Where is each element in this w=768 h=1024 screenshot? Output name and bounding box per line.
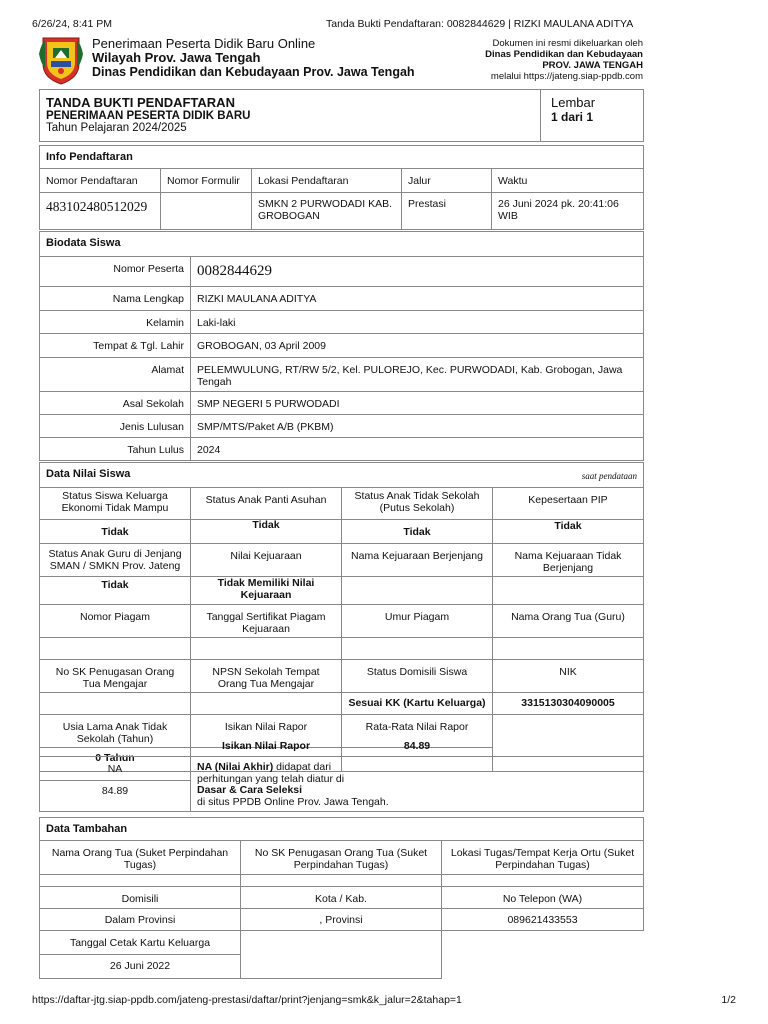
tambahan-value [241,875,442,887]
nilai-value [40,693,191,715]
nilai-label: No SK Penugasan Orang Tua Mengajar [40,660,191,693]
na-desc-link: Dasar & Cara Seleksi [197,784,303,796]
tambahan-value [442,875,644,887]
info-section-title: Info Pendaftaran [40,146,644,169]
title-table [39,89,644,142]
info-header-waktu: Waktu [492,169,644,193]
tambahan-label: Tanggal Cetak Kartu Keluarga [40,931,241,955]
sheet-value: 1 dari 1 [551,110,594,124]
nilai-label: Status Anak Panti Asuhan [191,488,342,520]
tambahan-value-tanggal-kk: 26 Juni 2022 [40,955,241,979]
nilai-value [493,638,644,660]
biodata-label: Tempat & Tgl. Lahir [40,334,191,358]
nilai-table [39,462,644,772]
biodata-value-asal-sekolah: SMP NEGERI 5 PURWODADI [191,392,644,415]
nilai-value-domisili: Sesuai KK (Kartu Keluarga) [342,693,493,715]
official-line2: Dinas Pendidikan dan Kebudayaan [485,49,643,60]
nilai-value: Tidak [40,520,191,544]
biodata-label: Alamat [40,358,191,392]
biodata-value-kelamin: Laki-laki [191,311,644,334]
nilai-value [191,693,342,715]
tambahan-label: Nama Orang Tua (Suket Perpindahan Tugas) [40,841,241,875]
nilai-section-title: Data Nilai Siswa [46,468,131,480]
nilai-label: Rata-Rata Nilai Rapor [342,715,493,748]
biodata-label: Nama Lengkap [40,287,191,311]
biodata-value-nama: RIZKI MAULANA ADITYA [191,287,644,311]
header-line3: Dinas Pendidikan dan Kebudayaan Prov. Jawa Tengah [92,65,415,79]
nilai-value-rata-rata: 84.89 [342,738,493,762]
biodata-value-nomor-peserta: 0082844629 [191,257,644,287]
doc-title: TANDA BUKTI PENDAFTARAN [46,95,235,110]
nilai-label: Usia Lama Anak Tidak Sekolah (Tahun) [40,715,191,748]
info-value-nomor-pendaftaran: 483102480512029 [40,193,161,230]
nilai-label: Nilai Kejuaraan [191,544,342,577]
nilai-value [191,638,342,660]
tambahan-value-kota: , Provinsi [241,909,442,931]
nilai-value [493,577,644,605]
nilai-label: Status Siswa Keluarga Ekonomi Tidak Mampu [40,488,191,520]
na-desc-bold: NA (Nilai Akhir) [197,761,274,773]
nilai-label: Nama Orang Tua (Guru) [493,605,644,638]
nilai-label: Umur Piagam [342,605,493,638]
biodata-value-jenis-lulusan: SMP/MTS/Paket A/B (PKBM) [191,415,644,438]
header-line2: Wilayah Prov. Jawa Tengah [92,50,261,65]
official-note [485,38,643,82]
nilai-value: Tidak [493,514,644,538]
print-page-number: 1/2 [721,994,736,1006]
print-date: 6/26/24, 8:41 PM [32,18,112,30]
print-page-title: Tanda Bukti Pendaftaran: 0082844629 | RIZKI MAULANA ADITYA [326,18,634,30]
na-table [39,756,644,812]
nilai-label: Status Domisili Siswa [342,660,493,693]
sheet-label: Lembar [551,95,596,110]
nilai-value: Tidak [40,577,191,605]
nilai-label: NIK [493,660,644,693]
na-label: NA [40,757,191,781]
biodata-table [39,231,644,461]
nilai-value: Tidak [191,514,342,538]
official-line1: Dokumen ini resmi dikeluarkan oleh [492,38,643,49]
biodata-label: Tahun Lulus [40,438,191,461]
nilai-label: Kepesertaan PIP [493,488,644,520]
nilai-label: Status Anak Guru di Jenjang SMAN / SMKN Prov. Jateng [40,544,191,577]
tambahan-value [40,875,241,887]
nilai-value: Tidak Memiliki Nilai Kejuaraan [191,577,342,605]
info-header-lokasi: Lokasi Pendaftaran [252,169,402,193]
biodata-value-alamat: PELEMWULUNG, RT/RW 5/2, Kel. PULOREJO, Kec. PURWODADI, Kab. Grobogan, Jawa Tengah [191,358,644,392]
doc-year: Tahun Pelajaran 2024/2025 [46,122,187,134]
nilai-value-isikan-rapor: Isikan Nilai Rapor [191,738,342,762]
info-header-nomor-formulir: Nomor Formulir [161,169,252,193]
biodata-label: Nomor Peserta [40,257,191,287]
na-description: NA (Nilai Akhir) didapat dari perhitungan yang telah diatur di Dasar & Cara Seleksi di situs PPDB Online Prov. Jawa Tengah. [191,757,644,812]
info-value-lokasi: SMKN 2 PURWODADI KAB. GROBOGAN [252,193,402,230]
print-url: https://daftar-jtg.siap-ppdb.com/jateng-prestasi/daftar/print?jenjang=smk&k_jalur=2&tahap=1 [32,994,462,1006]
nilai-label: Tanggal Sertifikat Piagam Kejuaraan [191,605,342,638]
nilai-label: NPSN Sekolah Tempat Orang Tua Mengajar [191,660,342,693]
tambahan-label: Lokasi Tugas/Tempat Kerja Ortu (Suket Perpindahan Tugas) [442,841,644,875]
jawa-tengah-emblem-icon [39,34,83,86]
biodata-label: Kelamin [40,311,191,334]
na-value: 84.89 [40,781,191,812]
biodata-value-ttl: GROBOGAN, 03 April 2009 [191,334,644,358]
tambahan-table [39,817,644,979]
nilai-value-usia-tidak-sekolah: 0 Tahun [40,748,191,772]
nilai-label: Isikan Nilai Rapor [191,715,342,748]
nilai-note: saat pendataan [581,471,637,481]
nilai-value [342,638,493,660]
tambahan-label: Kota / Kab. [241,887,442,909]
biodata-label: Asal Sekolah [40,392,191,415]
nilai-label: Status Anak Tidak Sekolah (Putus Sekolah) [342,488,493,520]
organization-header [92,37,415,79]
official-line4: melalui https://jateng.siap-ppdb.com [490,71,643,82]
doc-subtitle: PENERIMAAN PESERTA DIDIK BARU [46,110,251,122]
biodata-value-tahun-lulus: 2024 [191,438,644,461]
info-pendaftaran-table [39,145,644,230]
nilai-label: Nama Kejuaraan Berjenjang [342,544,493,577]
info-value-jalur: Prestasi [402,193,492,230]
nilai-label: Nama Kejuaraan Tidak Berjenjang [493,544,644,577]
nilai-label: Nomor Piagam [40,605,191,638]
official-line3: PROV. JAWA TENGAH [542,60,643,71]
tambahan-label: Domisili [40,887,241,909]
tambahan-label: No Telepon (WA) [442,887,644,909]
header-line1: Penerimaan Peserta Didik Baru Online [92,36,316,51]
tambahan-value-telepon: 089621433553 [442,909,644,931]
tambahan-label: No SK Penugasan Orang Tua (Suket Perpindahan Tugas) [241,841,442,875]
biodata-section-title: Biodata Siswa [40,232,644,257]
info-header-jalur: Jalur [402,169,492,193]
info-value-waktu: 26 Juni 2024 pk. 20:41:06 WIB [492,193,644,230]
print-header [32,18,736,32]
nilai-value: Tidak [342,520,493,544]
tambahan-section-title: Data Tambahan [40,818,644,841]
tambahan-value-domisili: Dalam Provinsi [40,909,241,931]
nilai-value [40,638,191,660]
info-header-nomor-pendaftaran: Nomor Pendaftaran [40,169,161,193]
biodata-label: Jenis Lulusan [40,415,191,438]
nilai-value-nik: 3315130304090005 [493,693,644,715]
info-value-nomor-formulir [161,193,252,230]
nilai-value [342,577,493,605]
